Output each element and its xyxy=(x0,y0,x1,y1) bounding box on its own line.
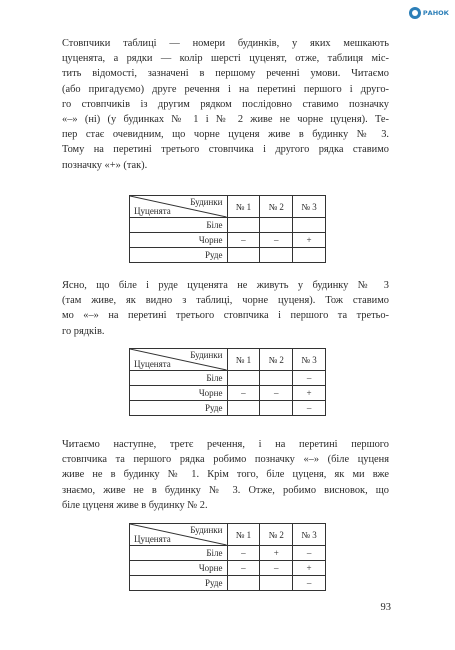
table-cell xyxy=(227,576,260,591)
table-cell: + xyxy=(293,386,326,401)
table-cell xyxy=(260,248,293,263)
table-cell: – xyxy=(227,546,260,561)
table-row xyxy=(130,546,326,561)
header-rows-label: Цуценята xyxy=(134,206,171,216)
text-line: Стовпчики таблиці — номери будинків, у яких мешкають xyxy=(62,38,389,49)
table-cell xyxy=(227,401,260,416)
row-label-cell: Чорне xyxy=(130,386,228,401)
table-cell: + xyxy=(293,233,326,248)
table-cell: – xyxy=(293,401,326,416)
diagonal-header-cell xyxy=(130,524,228,546)
column-header-cell: № 1 xyxy=(227,349,260,371)
table-cell: + xyxy=(260,546,293,561)
text-line: цуценята, а рядки — колір шерсті цуценят, отже, таблиця міс- xyxy=(62,53,389,65)
paragraph-1 xyxy=(62,36,389,173)
table-row xyxy=(130,576,326,591)
header-columns-label: Будинки xyxy=(190,525,223,535)
row-label-cell: Чорне xyxy=(130,561,228,576)
table-row xyxy=(130,233,326,248)
publisher-logo xyxy=(409,7,449,19)
table-cell: + xyxy=(293,561,326,576)
table-cell: – xyxy=(260,233,293,248)
table-cell: – xyxy=(227,561,260,576)
table-cell xyxy=(260,371,293,386)
table-cell xyxy=(293,248,326,263)
column-header-cell: № 2 xyxy=(260,196,293,218)
row-label-cell: Руде xyxy=(130,401,228,416)
text-line: (там живе, як видно з таблиці, чорне цуценя). Тож ставимо xyxy=(62,295,389,307)
header-columns-label: Будинки xyxy=(190,197,223,207)
column-header-cell: № 1 xyxy=(227,196,260,218)
table-3 xyxy=(129,523,326,591)
column-header-cell: № 1 xyxy=(227,524,260,546)
text-line: го рядків. xyxy=(62,325,105,337)
table-header-row xyxy=(130,524,326,546)
table-cell xyxy=(227,371,260,386)
table-cell: – xyxy=(227,386,260,401)
table-header-row xyxy=(130,349,326,371)
table-header-row xyxy=(130,196,326,218)
text-line: Читаємо наступне, третє речення, і на перетині першого xyxy=(62,439,389,450)
page-number: 93 xyxy=(380,602,391,613)
column-header-cell: № 3 xyxy=(293,196,326,218)
row-label-cell: Чорне xyxy=(130,233,228,248)
text-line: (або пригадуємо) друге речення і на перетині першого і друго- xyxy=(62,83,389,95)
table-row xyxy=(130,218,326,233)
header-rows-label: Цуценята xyxy=(134,534,171,544)
table-row xyxy=(130,401,326,416)
column-header-cell: № 2 xyxy=(260,349,293,371)
publisher-logo-text: РАНОК xyxy=(422,9,449,17)
diagonal-header-cell xyxy=(130,196,228,218)
text-line: «–» (ні) (у будинках № 1 і № 2 живе не чорне цуценя). Те- xyxy=(62,114,389,126)
table-cell: – xyxy=(260,561,293,576)
row-label-cell: Руде xyxy=(130,248,228,263)
table-cell: – xyxy=(293,546,326,561)
table-2 xyxy=(129,348,326,416)
text-line: го стовпчиків із другим рядком послідовно ставимо позначку xyxy=(62,98,389,110)
table-1 xyxy=(129,195,326,263)
column-header-cell: № 3 xyxy=(293,349,326,371)
table-cell xyxy=(293,218,326,233)
table-cell: – xyxy=(260,386,293,401)
table-cell: – xyxy=(293,576,326,591)
header-columns-label: Будинки xyxy=(190,350,223,360)
table-row xyxy=(130,248,326,263)
publisher-logo-icon xyxy=(409,7,421,19)
column-header-cell: № 2 xyxy=(260,524,293,546)
table-cell xyxy=(227,248,260,263)
table-cell: – xyxy=(293,371,326,386)
header-rows-label: Цуценята xyxy=(134,359,171,369)
text-line: Ясно, що біле і руде цуценята не живуть у будинку № 3 xyxy=(62,280,389,291)
text-line: пер стає очевидним, що чорне цуценя живе в будинку № 3. xyxy=(62,129,389,141)
row-label-cell: Руде xyxy=(130,576,228,591)
text-line: живе не в будинку № 1. Крім того, біле цуценя, як ми вже xyxy=(62,469,389,481)
table-cell xyxy=(260,401,293,416)
row-label-cell: Біле xyxy=(130,371,228,386)
table-cell xyxy=(260,576,293,591)
table-cell: – xyxy=(227,233,260,248)
row-label-cell: Біле xyxy=(130,218,228,233)
text-line: Тому на перетині третього стовпчика і другого рядка ставимо xyxy=(62,144,389,156)
diagonal-header-cell xyxy=(130,349,228,371)
table-row xyxy=(130,561,326,576)
paragraph-2 xyxy=(62,278,389,339)
row-label-cell: Біле xyxy=(130,546,228,561)
table-cell xyxy=(227,218,260,233)
table-row xyxy=(130,386,326,401)
text-line: знаємо, живе не в будинку № 3. Отже, робимо висновок, що xyxy=(62,484,389,496)
table-row xyxy=(130,371,326,386)
text-line: біле цуценя живе в будинку № 2. xyxy=(62,499,208,511)
text-line: мо «–» на перетині третього стовпчика і першого та третьо- xyxy=(62,310,389,322)
text-line: позначку «+» (так). xyxy=(62,159,148,171)
paragraph-3 xyxy=(62,437,389,513)
text-line: стовпчика та першого рядка робимо позначку «–» (біле цуценя xyxy=(62,454,389,466)
column-header-cell: № 3 xyxy=(293,524,326,546)
table-cell xyxy=(260,218,293,233)
text-line: тить відомості, зазначені в першому реченні умови. Читаємо xyxy=(62,68,389,80)
